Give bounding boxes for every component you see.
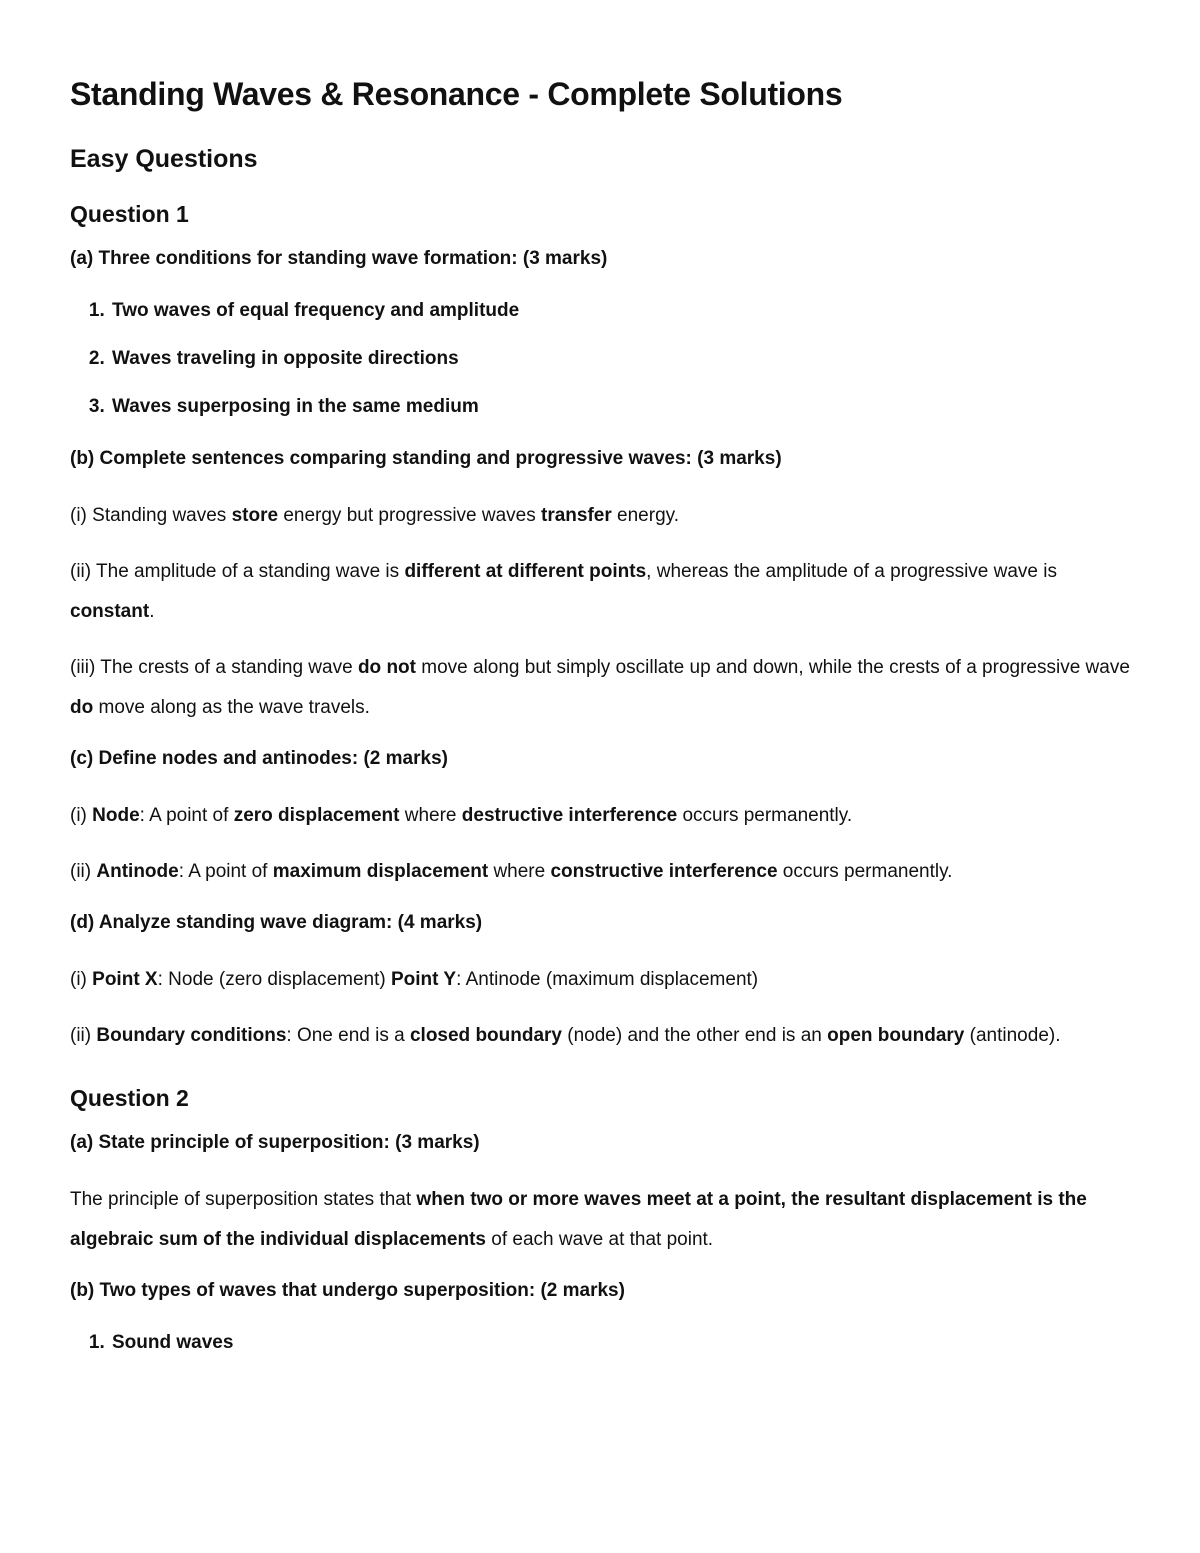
q1c-heading: (c) Define nodes and antinodes: (2 marks) bbox=[70, 748, 448, 769]
text-run: The principle of superposition states that bbox=[70, 1189, 417, 1210]
text-run: move along as the wave travels. bbox=[93, 697, 370, 718]
text-run: (iii) The crests of a standing wave bbox=[70, 657, 358, 678]
q1b-answer-iii bbox=[70, 648, 1130, 728]
q2b-heading: (b) Two types of waves that undergo superposition: (2 marks) bbox=[70, 1280, 625, 1301]
q1c-answer-ii bbox=[70, 852, 1130, 892]
text-run: . bbox=[149, 601, 155, 622]
text-run: (antinode). bbox=[964, 1025, 1061, 1046]
text-run: occurs permanently. bbox=[777, 861, 953, 882]
q1b-answer-i bbox=[70, 496, 1130, 536]
text-run: (i) bbox=[70, 805, 93, 826]
q1d-heading: (d) Analyze standing wave diagram: (4 marks) bbox=[70, 912, 483, 933]
text-run: (i) bbox=[70, 969, 93, 990]
document-title: Standing Waves & Resonance - Complete Solutions bbox=[70, 76, 843, 112]
bold-run: do not bbox=[357, 657, 416, 678]
bold-run: when two or more waves meet at a point, the resultant displacement is the algebraic sum of the individual displacements bbox=[70, 1189, 1087, 1250]
text-run: where bbox=[488, 861, 551, 882]
bold-run: Antinode bbox=[96, 861, 179, 882]
q2a-heading: (a) State principle of superposition: (3 marks) bbox=[70, 1132, 480, 1153]
text-run: : Antinode (maximum displacement) bbox=[456, 969, 759, 990]
bold-run: closed boundary bbox=[409, 1025, 562, 1046]
bold-run: Node bbox=[92, 805, 140, 826]
list-item: 3. Waves superposing in the same medium bbox=[110, 392, 1130, 422]
q1d-answer-ii bbox=[70, 1016, 1130, 1056]
q1d-answer-i bbox=[70, 960, 1130, 1000]
bold-run: destructive interference bbox=[461, 805, 678, 826]
q2b-list bbox=[70, 1328, 1130, 1358]
text-run: (ii) bbox=[70, 861, 97, 882]
bold-run: constant bbox=[70, 601, 150, 622]
text-run: (ii) bbox=[70, 1025, 97, 1046]
q2a-answer bbox=[70, 1180, 1130, 1260]
text-run: : One end is a bbox=[286, 1025, 410, 1046]
text-run: (i) Standing waves bbox=[70, 505, 232, 526]
question-1-heading: Question 1 bbox=[70, 201, 189, 227]
text-run: where bbox=[399, 805, 462, 826]
text-run: occurs permanently. bbox=[677, 805, 853, 826]
bold-run: Boundary conditions bbox=[96, 1025, 287, 1046]
text-run: (ii) The amplitude of a standing wave is bbox=[70, 561, 405, 582]
text-run: : Node (zero displacement) bbox=[157, 969, 391, 990]
bold-run: Point Y bbox=[391, 969, 457, 990]
q1b-answer-ii bbox=[70, 552, 1130, 632]
list-item: 1. Sound waves bbox=[110, 1328, 1130, 1358]
text-run: : A point of bbox=[178, 861, 273, 882]
q1a-heading: (a) Three conditions for standing wave formation: (3 marks) bbox=[70, 248, 608, 269]
text-run: (node) and the other end is an bbox=[562, 1025, 828, 1046]
bold-run: store bbox=[231, 505, 279, 526]
bold-run: maximum displacement bbox=[272, 861, 489, 882]
text-run: energy but progressive waves bbox=[278, 505, 542, 526]
bold-run: different at different points bbox=[404, 561, 647, 582]
q1c-answer-i bbox=[70, 796, 1130, 836]
text-run: : A point of bbox=[139, 805, 234, 826]
bold-run: zero displacement bbox=[233, 805, 400, 826]
text-run: move along but simply oscillate up and down, while the crests of a progressive wave bbox=[415, 657, 1130, 678]
text-run: of each wave at that point. bbox=[486, 1229, 714, 1250]
q1b-heading: (b) Complete sentences comparing standing and progressive waves: (3 marks) bbox=[70, 448, 782, 469]
section-heading-easy: Easy Questions bbox=[70, 145, 258, 173]
bold-run: do bbox=[70, 697, 94, 718]
list-item: 2. Waves traveling in opposite directions bbox=[110, 344, 1130, 374]
text-run: energy. bbox=[611, 505, 680, 526]
bold-run: constructive interference bbox=[550, 861, 778, 882]
q1a-list bbox=[70, 296, 1130, 422]
list-item: 1. Two waves of equal frequency and amplitude bbox=[110, 296, 1130, 326]
bold-run: open boundary bbox=[827, 1025, 965, 1046]
bold-run: transfer bbox=[541, 505, 612, 526]
text-run: , whereas the amplitude of a progressive wave is bbox=[646, 561, 1057, 582]
question-2-heading: Question 2 bbox=[70, 1085, 189, 1111]
bold-run: Point X bbox=[92, 969, 158, 990]
